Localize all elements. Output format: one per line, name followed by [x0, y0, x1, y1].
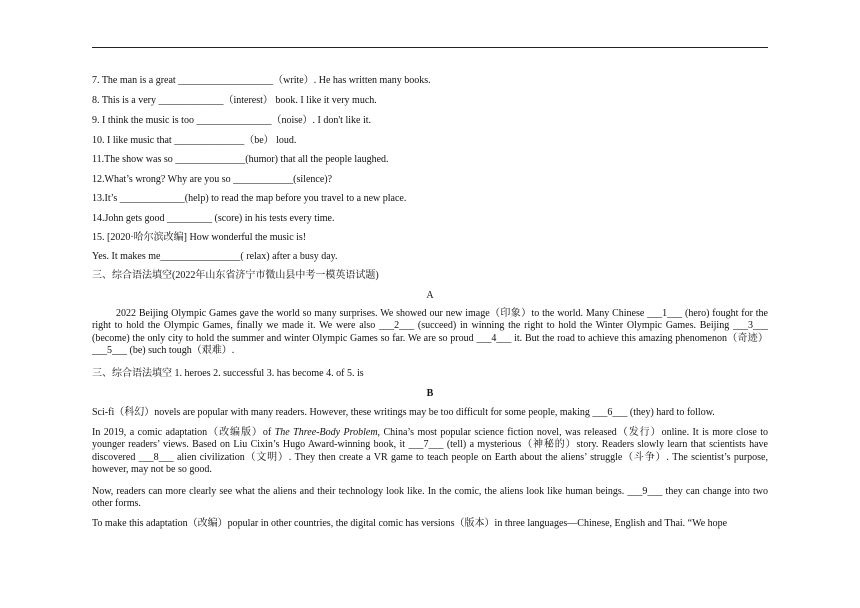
question-10: 10. I like music that ______________（be） loud.: [92, 135, 297, 146]
passage-b-paragraph-2: [92, 427, 768, 476]
passage-b-label: B: [426, 388, 434, 399]
section-title: 三、综合语法填空(2022年山东省济宁市微山县中考一模英语试题): [92, 270, 379, 281]
answer-key: 三、综合语法填空 1. heroes 2. successful 3. has become 4. of 5. is: [92, 368, 364, 379]
header-rule: [92, 47, 768, 48]
question-14: 14.John gets good _________ (score) in his tests every time.: [92, 213, 335, 224]
paragraph-2-lead: In 2019, a comic adaptation（改编版）of: [92, 427, 275, 438]
passage-b-paragraph-1: Sci-fi（科幻）novels are popular with many readers. However, these writings may be too difficult for some people, making ___6___ (they) hard to follow.: [92, 407, 715, 418]
question-7: 7. The man is a great ___________________（write）. He has written many books.: [92, 75, 431, 86]
question-8: 8. This is a very _____________（interest） book. I like it very much.: [92, 95, 377, 106]
book-title: The Three-Body Problem: [274, 427, 378, 438]
question-15-reply: Yes. It makes me________________( relax) after a busy day.: [92, 251, 338, 262]
question-13: 13.It’s _____________(help) to read the map before you travel to a new place.: [92, 193, 407, 204]
question-12: 12.What’s wrong? Why are you so ____________(silence)?: [92, 174, 333, 185]
passage-b-paragraph-3: Now, readers can more clearly see what the aliens and their technology look like. In the comic, the aliens look like human beings. ___9___ they can change into two other forms.: [92, 486, 768, 510]
question-9: 9. I think the music is too _______________（noise）. I don't like it.: [92, 115, 372, 126]
paragraph-2-body: , China’s most popular science fiction novel, was released（发行）online. It is more close to younger readers’ views. Based on Liu Cixin’s Hugo Award-winning book, it ___7___ (tell) a mysterious（神秘的）story. Readers slowly learn that scientists have discovered ___8___ alien civilization（文明）. They then create a VR game to teach people on Earth about the aliens’ struggle（斗争）. The scientist’s purpose, however, may not be so good.: [92, 427, 769, 475]
passage-a-label: A: [426, 290, 434, 301]
question-11: 11.The show was so ______________(humor) that all the people laughed.: [92, 154, 389, 165]
passage-a: 2022 Beijing Olympic Games gave the world so many surprises. We showed our new image（印象）to the world. Many Chinese ___1___ (hero) fought for the right to hold the Olympic Games, finally we made it. We were also ___2___ (succeed) in winning the right to hold the Winter Olympic Games. Beijing ___3___ (become) the only city to hold the summer and winter Olympic Games so far. We are so proud ___4___ it. But the road to achieve this amazing phenomenon（奇迹）___5___ (be) such tough（艰难）.: [92, 308, 768, 356]
question-15: 15. [2020·哈尔滨改编] How wonderful the music is!: [92, 232, 307, 243]
passage-b-paragraph-4: To make this adaptation（改编）popular in other countries, the digital comic has versions（版本）in three languages—Chinese, English and Thai. “We hope: [92, 518, 728, 529]
